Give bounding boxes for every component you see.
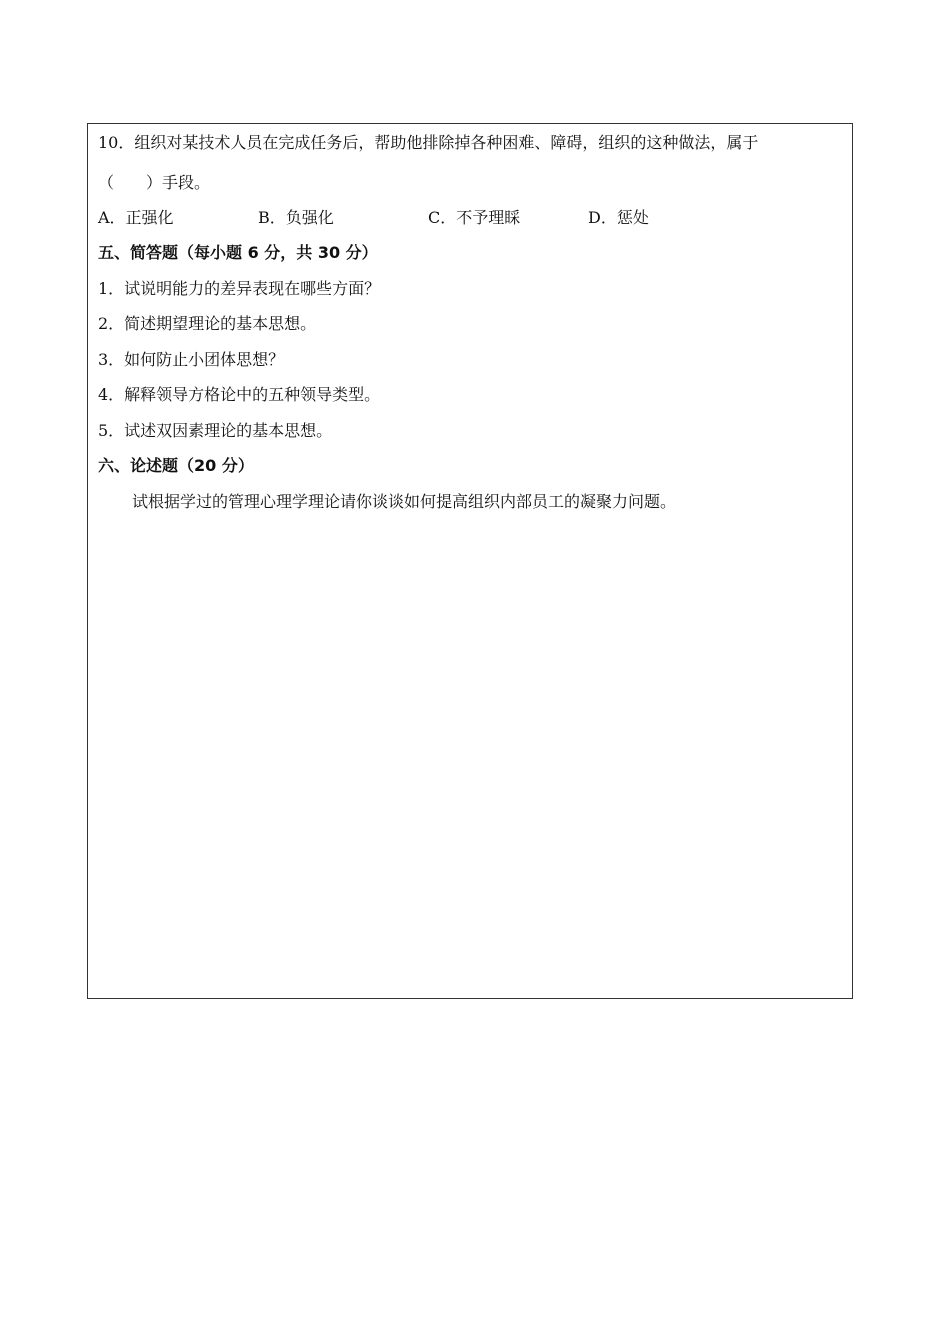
section-5-item-1: 1．试说明能力的差异表现在哪些方面？ — [98, 279, 381, 298]
section-5-item-3: 3．如何防止小团体思想？ — [98, 350, 285, 369]
option-d: D．惩处 — [588, 208, 649, 227]
exam-content-box — [87, 123, 853, 999]
option-c: C．不予理睬 — [428, 208, 521, 227]
option-a: A．正强化 — [98, 208, 174, 227]
section-5-item-2: 2．简述期望理论的基本思想。 — [98, 314, 317, 333]
question-10-line-1: 10．组织对某技术人员在完成任务后，帮助他排除掉各种困难、障碍，组织的这种做法，属于 — [98, 133, 759, 152]
section-6-question: 试根据学过的管理心理学理论请你谈谈如何提高组织内部员工的凝聚力问题。 — [132, 492, 677, 511]
option-b: B．负强化 — [258, 208, 334, 227]
section-5-heading: 五、简答题（每小题 6 分，共 30 分） — [98, 243, 378, 262]
section-6-heading: 六、论述题（20 分） — [98, 456, 254, 475]
section-5-item-4: 4．解释领导方格论中的五种领导类型。 — [98, 385, 381, 404]
section-5-item-5: 5．试述双因素理论的基本思想。 — [98, 421, 333, 440]
question-10-line-2: （ ）手段。 — [98, 173, 211, 192]
